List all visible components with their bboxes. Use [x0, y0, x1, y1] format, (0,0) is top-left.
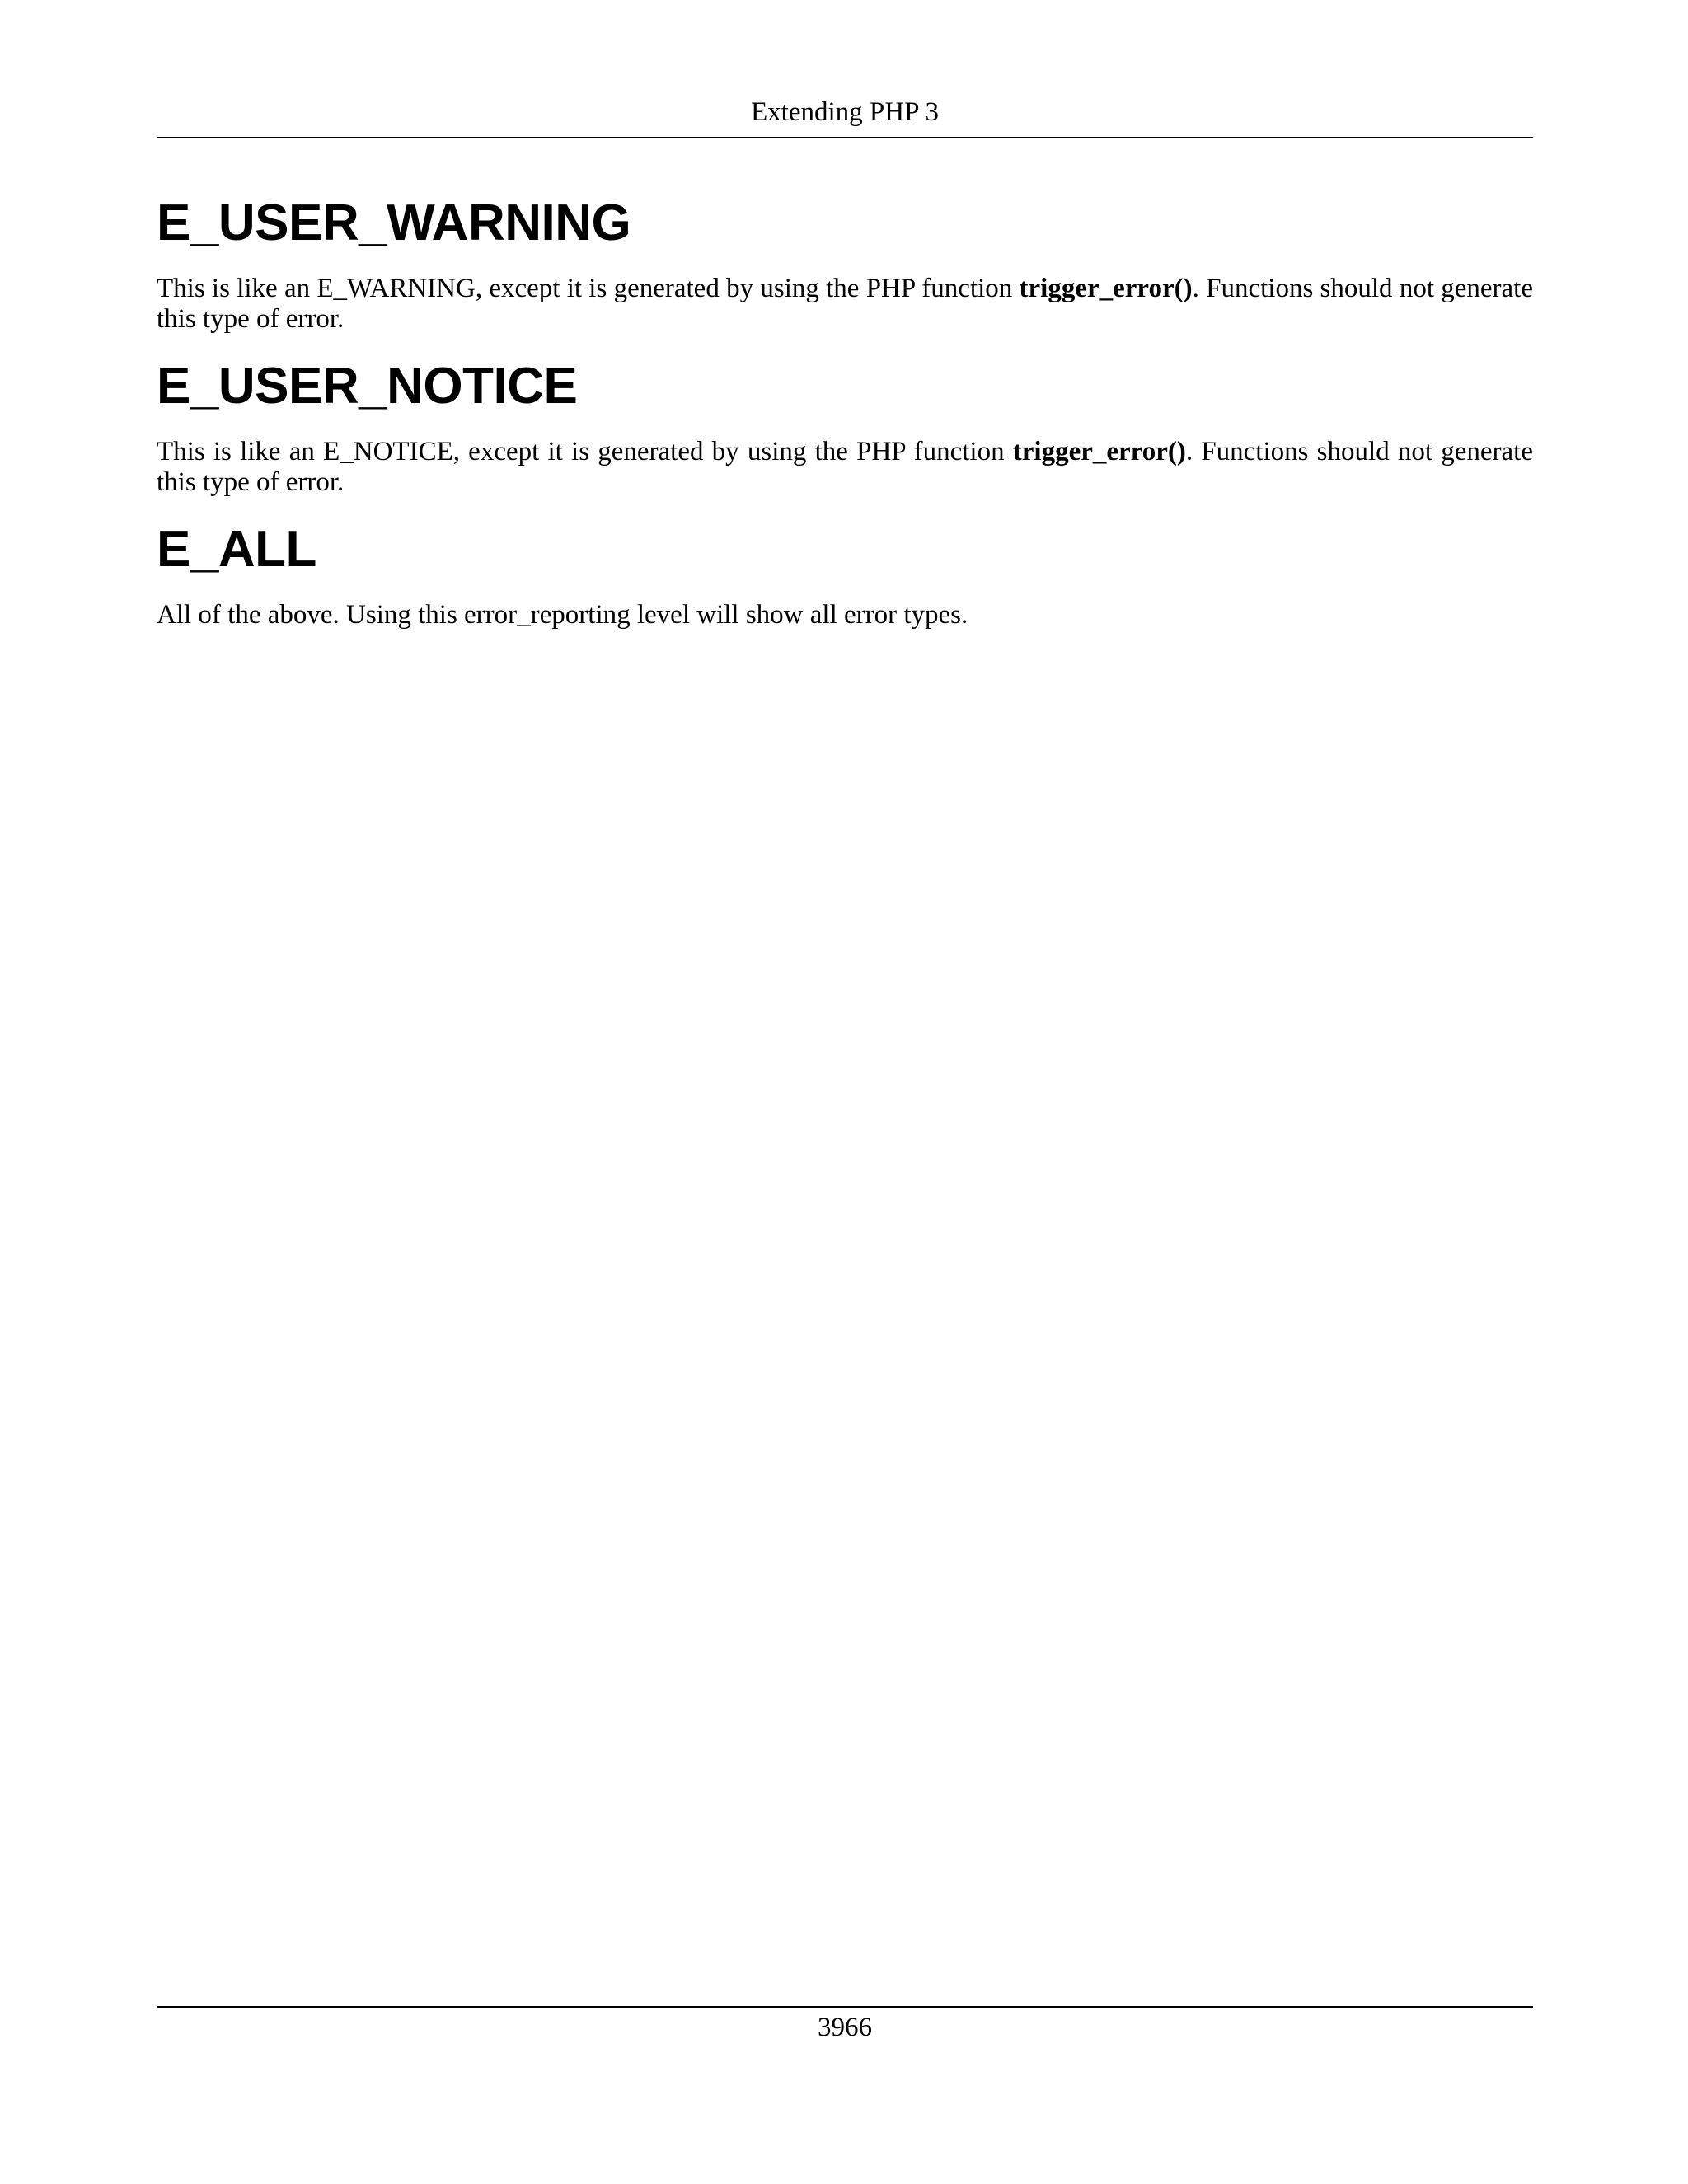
page-number: 3966: [818, 2013, 872, 2042]
header-rule: [157, 137, 1533, 138]
section-heading: E_USER_WARNING: [157, 194, 631, 251]
paragraph-text: . Functions should not generate this type of error.: [157, 437, 1534, 497]
section-paragraph: All of the above. Using this error_reporting level will show all error types.: [157, 600, 968, 630]
section-heading: E_ALL: [157, 521, 316, 578]
function-name: trigger_error(): [1012, 437, 1186, 466]
page-content: [157, 194, 1533, 654]
paragraph-text: This is like an E_NOTICE, except it is generated by using the PHP function: [157, 437, 1013, 466]
function-name: trigger_error(): [1019, 274, 1193, 303]
section-paragraph: [157, 437, 1533, 498]
paragraph-text: This is like an E_WARNING, except it is generated by using the PHP function: [157, 274, 1020, 303]
section-paragraph: [157, 274, 1533, 335]
section-heading: E_USER_NOTICE: [157, 358, 578, 415]
paragraph-text: . Functions should not generate this type of error.: [157, 274, 1533, 334]
section-e-user-notice: [157, 358, 1533, 498]
running-header: Extending PHP 3: [751, 97, 939, 127]
section-e-all: [157, 521, 1533, 630]
section-e-user-warning: [157, 194, 1533, 335]
